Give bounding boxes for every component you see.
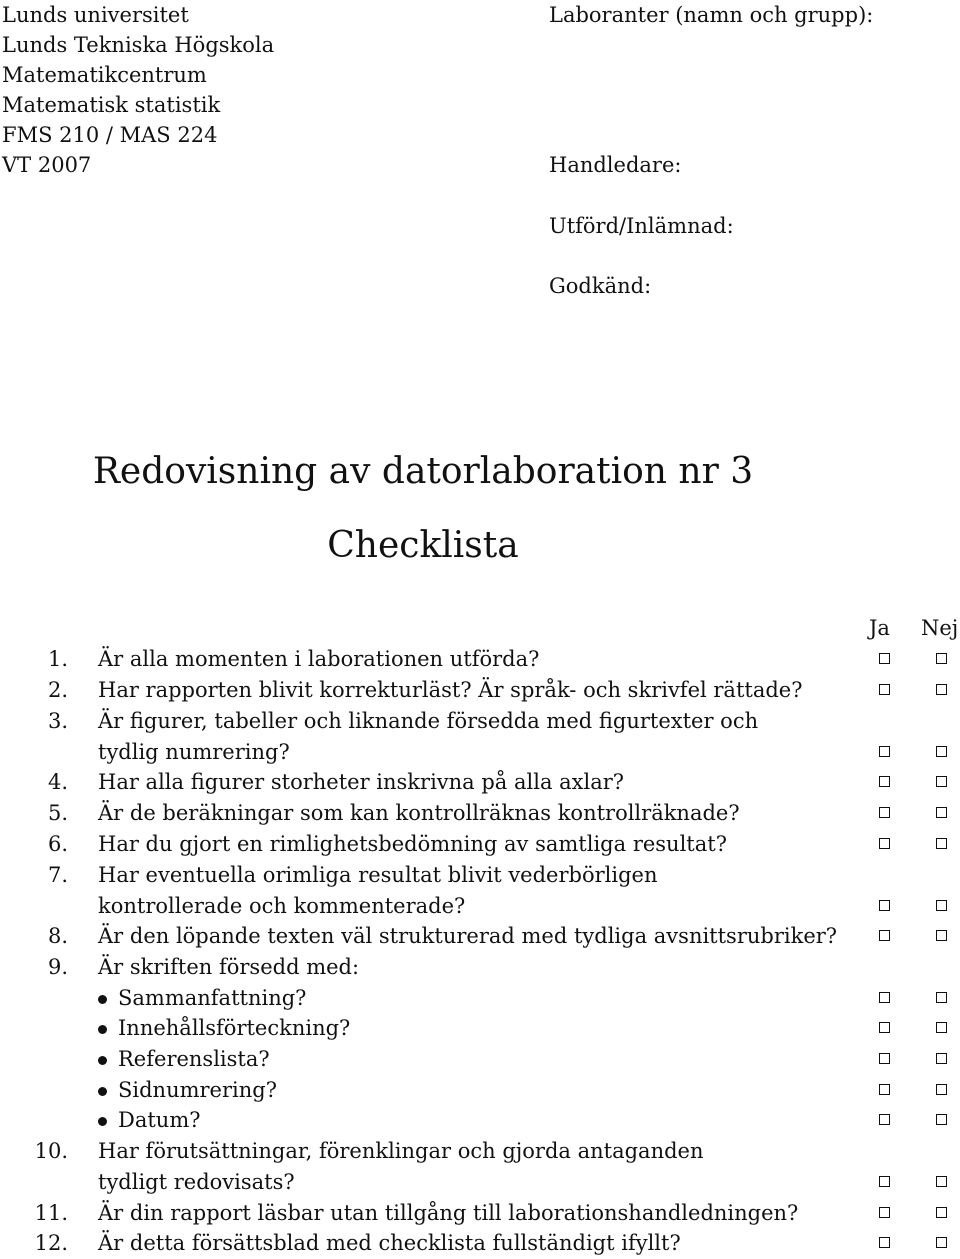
item-number: 12. [34,1231,68,1255]
ja-checkbox[interactable] [879,1114,890,1125]
godkand-label: Godkänd: [549,274,652,298]
ja-checkbox[interactable] [879,807,890,818]
checklist-item-2 [0,675,960,706]
checklist-item-3 [0,706,960,737]
nej-checkbox[interactable] [936,776,947,787]
bullet-icon [98,1056,107,1065]
item-text: Är detta försättsblad med checklista fullständigt ifyllt? [98,1231,681,1255]
item-number: 6. [47,832,68,856]
ja-checkbox[interactable] [879,776,890,787]
item-text-continued: tydlig numrering? [98,740,290,764]
nej-checkbox[interactable] [936,1207,947,1218]
subitem-text: Referenslista? [118,1047,270,1071]
checklist-item-12 [0,1228,960,1259]
ja-checkbox[interactable] [879,838,890,849]
checklist-item-10 [0,1136,960,1167]
nej-checkbox[interactable] [936,1176,947,1187]
ja-checkbox[interactable] [879,1084,890,1095]
subitem-text: Sammanfattning? [118,986,307,1010]
ja-checkbox[interactable] [879,746,890,757]
nej-checkbox[interactable] [936,746,947,757]
item-text: Har alla figurer storheter inskrivna på alla axlar? [98,770,625,794]
subitem-text: Datum? [118,1108,201,1132]
item-text-continued: tydligt redovisats? [98,1170,295,1194]
handledare-label: Handledare: [549,153,682,177]
subitem-text: Innehållsförteckning? [118,1016,351,1040]
checklist-item-3-cont [0,737,960,768]
checklist-subitem [0,1075,960,1106]
item-text: Är de beräkningar som kan kontrollräknas kontrollräknade? [98,801,740,825]
nej-checkbox[interactable] [936,1022,947,1033]
checklist-item-1 [0,644,960,675]
checklist-item-11 [0,1198,960,1229]
nej-checkbox[interactable] [936,930,947,941]
checklist-subitem [0,983,960,1014]
nej-checkbox[interactable] [936,838,947,849]
ja-checkbox[interactable] [879,1022,890,1033]
item-number: 4. [47,770,68,794]
item-number: 1. [47,647,68,671]
course-code: FMS 210 / MAS 224 [2,123,218,147]
item-text: Är alla momenten i laborationen utförda? [98,647,540,671]
bullet-icon [98,1087,107,1096]
checklist-item-7 [0,860,960,891]
item-text: Är figurer, tabeller och liknande försedda med figurtexter och [98,709,759,733]
nej-checkbox[interactable] [936,1053,947,1064]
centre-name: Matematikcentrum [2,63,207,87]
checklist-subitem [0,1044,960,1075]
column-ja: Ja [869,616,890,640]
ja-checkbox[interactable] [879,900,890,911]
ja-checkbox[interactable] [879,684,890,695]
item-text: Är den löpande texten väl strukturerad med tydliga avsnittsrubriker? [98,924,838,948]
item-text-continued: kontrollerade och kommenterade? [98,894,466,918]
nej-checkbox[interactable] [936,900,947,911]
checklist-subitem [0,1105,960,1136]
item-number: 10. [34,1139,68,1163]
checklist-item-6 [0,829,960,860]
checklist-item-4 [0,767,960,798]
nej-checkbox[interactable] [936,1084,947,1095]
checklist-item-8 [0,921,960,952]
item-text: Är din rapport läsbar utan tillgång till laborationshandledningen? [98,1201,799,1225]
nej-checkbox[interactable] [936,653,947,664]
item-text: Är skriften försedd med: [98,955,360,979]
ja-checkbox[interactable] [879,1176,890,1187]
item-text: Har eventuella orimliga resultat blivit vederbörligen [98,863,658,887]
nej-checkbox[interactable] [936,1237,947,1248]
item-number: 5. [47,801,68,825]
university-name: Lunds universitet [2,3,189,27]
page-title: Redovisning av datorlaboration nr 3 [92,451,754,492]
subitem-text: Sidnumrering? [118,1078,277,1102]
ja-checkbox[interactable] [879,1053,890,1064]
ja-checkbox[interactable] [879,1237,890,1248]
item-text: Har rapporten blivit korrekturläst? Är språk- och skrivfel rättade? [98,678,803,702]
item-text: Har du gjort en rimlighetsbedömning av samtliga resultat? [98,832,727,856]
item-number: 7. [47,863,68,887]
checklist-item-9 [0,952,960,983]
nej-checkbox[interactable] [936,807,947,818]
checklist-item-10-cont [0,1167,960,1198]
checklist-item-7-cont [0,891,960,922]
column-nej: Nej [921,616,959,640]
item-number: 11. [34,1201,68,1225]
item-text: Har förutsättningar, förenklingar och gjorda antaganden [98,1139,704,1163]
nej-checkbox[interactable] [936,992,947,1003]
item-number: 9. [47,955,68,979]
department-name: Matematisk statistik [2,93,221,117]
utford-label: Utförd/Inlämnad: [549,214,734,238]
laboranter-label: Laboranter (namn och grupp): [549,3,874,27]
institution-header [2,0,274,180]
ja-checkbox[interactable] [879,1207,890,1218]
nej-checkbox[interactable] [936,684,947,695]
nej-checkbox[interactable] [936,1114,947,1125]
ja-checkbox[interactable] [879,992,890,1003]
bullet-icon [98,1117,107,1126]
bullet-icon [98,995,107,1004]
item-number: 2. [47,678,68,702]
term: VT 2007 [2,153,92,177]
school-name: Lunds Tekniska Högskola [2,33,275,57]
checklist-item-5 [0,798,960,829]
ja-checkbox[interactable] [879,930,890,941]
checklist-subitem [0,1013,960,1044]
bullet-icon [98,1025,107,1034]
item-number: 8. [47,924,68,948]
ja-checkbox[interactable] [879,653,890,664]
page-subtitle: Checklista [327,525,519,566]
item-number: 3. [47,709,68,733]
